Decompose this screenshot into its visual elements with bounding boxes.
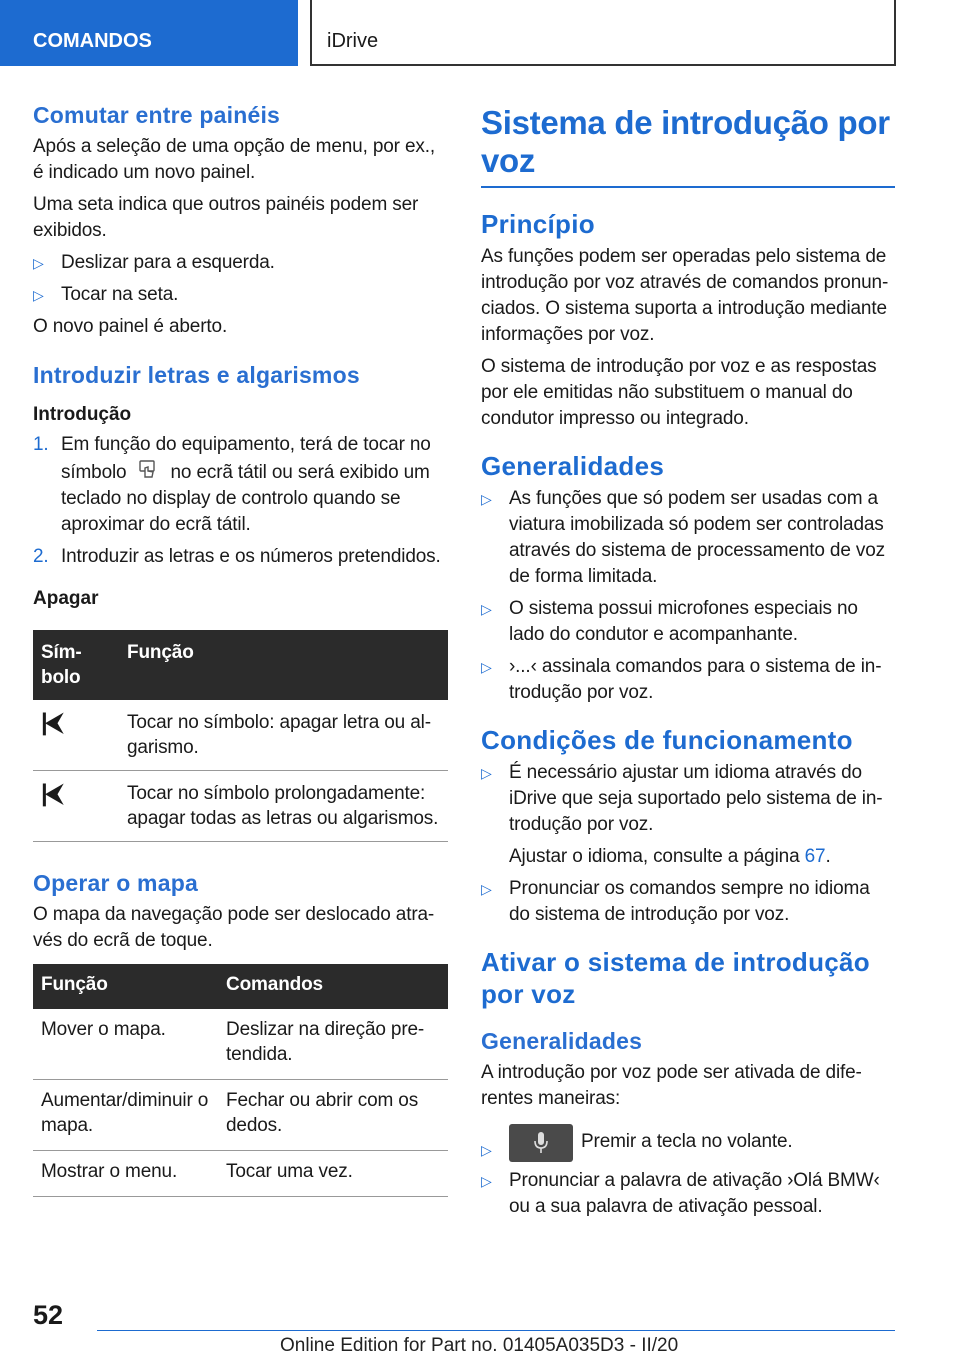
heading-conditions: Condições de funcionamento — [481, 725, 853, 755]
table-header-row — [33, 630, 448, 700]
triangle-bullet-icon: ▷ — [481, 659, 492, 675]
list-item: ▷ Tocar na seta. — [33, 282, 448, 308]
table-cell: Tocar uma vez. — [218, 1151, 448, 1197]
list-item: ▷ Pronunciar a palavra de ativação ›Olá BMW‹ ou a sua palavra de ativação pessoal. — [481, 1170, 880, 1217]
column-header: Sím- bolo — [33, 630, 119, 700]
step-number: 2. — [33, 546, 49, 567]
step-item: 1. Em função do equipamento, terá de tocar no símbolo no ecrã tátil ou será exibido um teclado no display de controlo quando se aproximar do ecrã tátil. — [33, 434, 431, 535]
heading-principle: Princípio — [481, 209, 595, 239]
list-item: ▷ Premir a tecla no volante. — [481, 1122, 895, 1162]
triangle-bullet-icon: ▷ — [481, 881, 492, 897]
section-tab: COMANDOS — [0, 0, 298, 66]
delete-table — [33, 630, 448, 842]
chapter-title: iDrive — [310, 0, 896, 66]
table-row — [33, 771, 448, 842]
heading-switch-panels: Comutar entre painéis — [33, 102, 281, 128]
table-row — [33, 1080, 448, 1151]
backspace-icon: |⮜ — [41, 709, 61, 736]
table-cell: Mostrar o menu. — [33, 1151, 218, 1197]
triangle-bullet-icon: ▷ — [33, 287, 44, 303]
microphone-icon — [509, 1124, 573, 1162]
paragraph: Uma seta indica que outros painéis podem ser exibidos. — [33, 194, 419, 241]
list-item: ▷ Pronunciar os comandos sempre no idioma do sistema de introdução por voz. — [481, 878, 870, 925]
map-table — [33, 964, 448, 1197]
table-row — [33, 1009, 448, 1080]
backspace-icon: |⮜ — [41, 780, 61, 807]
table-row — [33, 1151, 448, 1197]
paragraph: A introdução por voz pode ser ativada de dife-rentes maneiras: — [481, 1062, 862, 1109]
list-item: ▷ É necessário ajustar um idioma através do iDrive que seja suportado pelo sistema de in-trodução por voz. — [481, 762, 883, 835]
list-item: ▷ ›...‹ assinala comandos para o sistema de in-trodução por voz. — [481, 656, 882, 703]
subheading-intro: Introdução — [33, 404, 132, 425]
table-cell: Tocar no símbolo: apagar letra ou al-garismo. — [119, 700, 448, 771]
paragraph: O sistema de introdução por voz e as respostas por ele emitidas não substituem o manual do condutor impresso ou integrado. — [481, 356, 877, 429]
subheading-delete: Apagar — [33, 588, 99, 609]
triangle-bullet-icon: ▷ — [481, 765, 492, 781]
footer-edition: Online Edition for Part no. 01405A035D3 - II/20 — [280, 1335, 679, 1356]
table-cell: Tocar no símbolo prolongadamente: apagar todas as letras ou algarismos. — [119, 771, 448, 842]
triangle-bullet-icon: ▷ — [33, 255, 44, 271]
triangle-bullet-icon: ▷ — [481, 1142, 492, 1158]
column-header: Função — [33, 964, 218, 1009]
heading-general-2: Generalidades — [481, 1028, 643, 1054]
triangle-bullet-icon: ▷ — [481, 1173, 492, 1189]
triangle-bullet-icon: ▷ — [481, 491, 492, 507]
list-item: ▷ Deslizar para a esquerda. — [33, 250, 448, 276]
table-cell: Deslizar na direção pre-tendida. — [218, 1009, 448, 1080]
page-number: 52 — [33, 1300, 64, 1330]
paragraph: O mapa da navegação pode ser deslocado atra-vés do ecrã de toque. — [33, 904, 435, 951]
paragraph: Após a seleção de uma opção de menu, por ex., é indicado um novo painel. — [33, 136, 436, 183]
paragraph: Ajustar o idioma, consulte a página 67. — [509, 846, 831, 867]
table-cell: Mover o mapa. — [33, 1009, 218, 1080]
table-cell: Aumentar/diminuir o mapa. — [33, 1080, 218, 1151]
table-cell: Fechar ou abrir com os dedos. — [218, 1080, 448, 1151]
list-item: ▷ As funções que só podem ser usadas com a viatura imobilizada só podem ser controladas através do sistema de processamento de voz de forma limitada. — [481, 488, 886, 587]
heading-map: Operar o mapa — [33, 870, 198, 896]
table-header-row — [33, 964, 448, 1009]
list-item: ▷ O sistema possui microfones especiais no lado do condutor e acompanhante. — [481, 598, 858, 645]
step-item: 2. Introduzir as letras e os números pretendidos. — [33, 544, 448, 570]
right-column — [481, 104, 895, 1226]
paragraph: As funções podem ser operadas pelo sistema de introdução por voz através de comandos pronun-ciados. O sistema suporta a introdução mediante informações por voz. — [481, 246, 889, 345]
left-column — [33, 100, 448, 1197]
column-header: Função — [119, 630, 448, 700]
heading-voice-system: Sistema de introdução por voz — [481, 104, 895, 188]
step-number: 1. — [33, 434, 49, 455]
paragraph: O novo painel é aberto. — [33, 316, 228, 337]
table-row — [33, 700, 448, 771]
heading-letters: Introduzir letras e algarismos — [33, 362, 360, 388]
footer-divider — [97, 1330, 895, 1331]
heading-activate: Ativar o sistema de introdução por voz — [481, 947, 870, 1009]
triangle-bullet-icon: ▷ — [481, 601, 492, 617]
heading-general: Generalidades — [481, 451, 665, 481]
page-reference-link[interactable]: 67 — [804, 846, 826, 867]
column-header: Comandos — [218, 964, 448, 1009]
touch-hand-icon — [136, 458, 160, 482]
